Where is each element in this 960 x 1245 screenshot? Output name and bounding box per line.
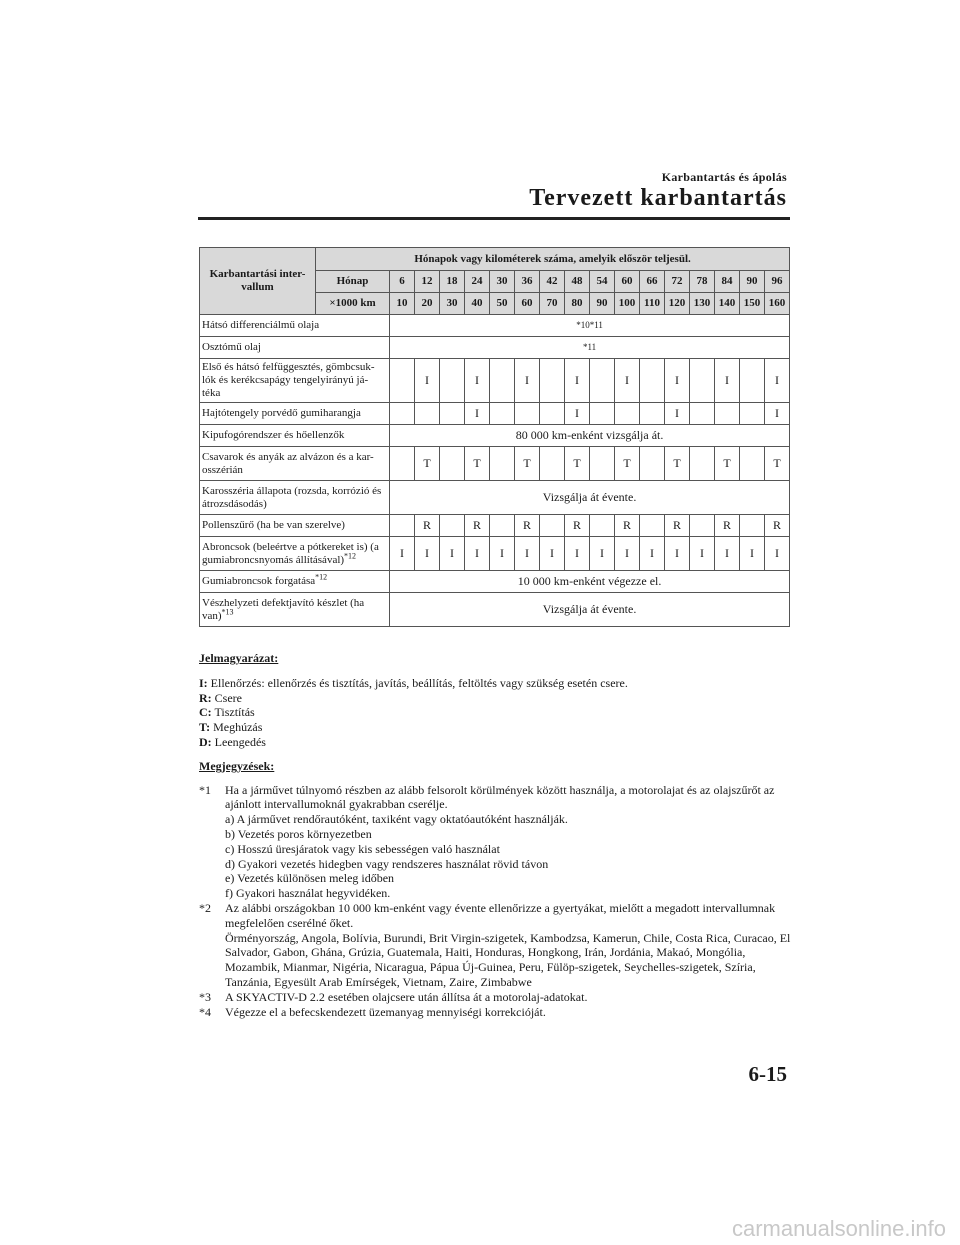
month-cell: 6 [390, 271, 415, 293]
schedule-cell: I [615, 359, 640, 403]
table-row [200, 593, 790, 627]
schedule-cell: I [590, 537, 615, 571]
month-cell: 60 [615, 271, 640, 293]
km-cell: 160 [765, 293, 790, 315]
legend-item [199, 705, 791, 720]
schedule-cell [740, 403, 765, 425]
schedule-cell: I [765, 537, 790, 571]
month-cell: 78 [690, 271, 715, 293]
month-cell: 24 [465, 271, 490, 293]
row-label [200, 515, 390, 537]
month-cell: 48 [565, 271, 590, 293]
month-cell: 66 [640, 271, 665, 293]
schedule-cell: I [440, 537, 465, 571]
schedule-cell [540, 403, 565, 425]
merged-cell: *11 [390, 337, 790, 359]
legend-key: T: [199, 720, 211, 735]
schedule-cell [740, 447, 765, 481]
month-cell: 12 [415, 271, 440, 293]
maintenance-table [199, 247, 790, 627]
schedule-cell: R [665, 515, 690, 537]
table-row [200, 425, 790, 447]
note-1-sub: e) Vezetés különösen meleg időben [225, 871, 395, 886]
row-label-text: Pollenszűrő (ha be van szerelve) [202, 519, 345, 531]
schedule-cell: T [615, 447, 640, 481]
page-title: Tervezett karbantartás [529, 185, 787, 211]
note-1-sub: a) A járművet rendőrautóként, taxiként vagy oktatóautóként használják. [225, 812, 568, 827]
legend-text: Ellenőrzés: ellenőrzés és tisztítás, javítás, beállítás, feltöltés vagy szükség esetén csere. [210, 675, 628, 690]
schedule-cell [390, 403, 415, 425]
schedule-cell: I [490, 537, 515, 571]
note-3 [199, 990, 791, 1005]
row-label-text: Vészhelyzeti defektjavító készlet (ha van) [202, 596, 365, 622]
row-label-text: Kipufogórendszer és hőellenzők [202, 429, 345, 441]
row-label-text: Gumiabroncsok forgatása [202, 575, 316, 587]
schedule-cell: R [565, 515, 590, 537]
legend-key: R: [199, 690, 212, 705]
schedule-cell [440, 359, 465, 403]
note-1-sub: c) Hosszú üresjáratok vagy kis sebességen való használat [225, 841, 500, 856]
note-4-num: *4 [199, 1004, 211, 1019]
km-cell: 100 [615, 293, 640, 315]
row-label-text: Karosszéria állapota (rozsda, korrózió és átrozsdásodás) [202, 484, 382, 510]
schedule-cell [690, 447, 715, 481]
km-cell: 90 [590, 293, 615, 315]
schedule-cell: T [665, 447, 690, 481]
row-label [200, 315, 390, 337]
row-label-text: Első és hátsó felfüggesztés, gömbcsuk- lók és kerékcsapágy tengelyirányú já- téka [202, 361, 375, 399]
row-label [200, 571, 390, 593]
km-cell: 120 [665, 293, 690, 315]
schedule-cell: R [615, 515, 640, 537]
table-row [200, 403, 790, 425]
schedule-cell [590, 359, 615, 403]
months-label: Hónap [316, 271, 390, 293]
legend-key: I: [199, 675, 208, 690]
schedule-cell [740, 359, 765, 403]
schedule-cell [490, 515, 515, 537]
schedule-cell: I [565, 537, 590, 571]
schedule-cell [490, 447, 515, 481]
schedule-cell: I [515, 537, 540, 571]
km-cell: 70 [540, 293, 565, 315]
schedule-cell [690, 359, 715, 403]
note-1-sub: d) Gyakori vezetés hidegben vagy rendszeres használat rövid távon [225, 856, 549, 871]
schedule-cell [640, 403, 665, 425]
table-row [200, 571, 790, 593]
km-cell: 140 [715, 293, 740, 315]
schedule-cell: R [765, 515, 790, 537]
row-label [200, 425, 390, 447]
row-label [200, 447, 390, 481]
note-1-sub: f) Gyakori használat hegyvidéken. [225, 886, 391, 901]
legend-section [199, 651, 791, 1019]
table-row [200, 337, 790, 359]
legend-text: Tisztítás [214, 705, 255, 720]
section-title: Karbantartás és ápolás [661, 170, 787, 184]
schedule-cell [390, 515, 415, 537]
schedule-cell [640, 515, 665, 537]
schedule-cell: I [415, 537, 440, 571]
merged-cell: Vizsgálja át évente. [390, 481, 790, 515]
km-cell: 80 [565, 293, 590, 315]
header-rule [198, 217, 790, 220]
legend-item [199, 676, 791, 691]
schedule-cell: I [715, 537, 740, 571]
schedule-cell [415, 403, 440, 425]
month-cell: 36 [515, 271, 540, 293]
group-header: Hónapok vagy kilométerek száma, amelyik először teljesül. [316, 248, 790, 271]
note-2-text: Az alábbi országokban 10 000 km-enként vagy évente ellenőrizze a gyertyákat, mielőtt a megadott intervallumnak megfelelően cserélné őket. [225, 900, 776, 930]
note-1-text: Ha a járművet túlnyomó részben az alább felsorolt körülmények között használja, a motorolajat és az olajszűrőt az ajánlott intervallumoknál gyakrabban cserélje. [225, 782, 775, 812]
schedule-cell: R [515, 515, 540, 537]
note-1 [199, 783, 791, 901]
watermark: carmanualsonline.info [731, 1216, 946, 1241]
merged-cell: *10*11 [390, 315, 790, 337]
note-1-num: *1 [199, 782, 211, 797]
schedule-cell: R [415, 515, 440, 537]
page-number: 6-15 [748, 1062, 787, 1086]
km-cell: 10 [390, 293, 415, 315]
schedule-cell: T [765, 447, 790, 481]
schedule-cell [390, 447, 415, 481]
merged-cell: 80 000 km-enként vizsgálja át. [390, 425, 790, 447]
schedule-cell: I [665, 537, 690, 571]
legend-text: Csere [214, 690, 242, 705]
row-label [200, 359, 390, 403]
month-cell: 90 [740, 271, 765, 293]
schedule-cell: I [565, 403, 590, 425]
schedule-cell [590, 447, 615, 481]
schedule-cell [615, 403, 640, 425]
schedule-cell: I [515, 359, 540, 403]
schedule-cell: I [765, 359, 790, 403]
row-label-text: Hajtótengely porvédő gumiharangja [202, 407, 361, 419]
schedule-cell [515, 403, 540, 425]
schedule-cell: I [615, 537, 640, 571]
legend-key: D: [199, 734, 212, 749]
row-label [200, 403, 390, 425]
month-cell: 54 [590, 271, 615, 293]
note-3-num: *3 [199, 989, 211, 1004]
km-cell: 40 [465, 293, 490, 315]
km-cell: 50 [490, 293, 515, 315]
schedule-cell: I [640, 537, 665, 571]
note-4-text: Végezze el a befecskendezett üzemanyag mennyiségi korrekcióját. [225, 1004, 546, 1019]
row-label-text: Osztómű olaj [202, 341, 261, 353]
legend-item [199, 735, 791, 750]
row-note-ref: *13 [221, 606, 234, 616]
table-row [200, 537, 790, 571]
note-4 [199, 1005, 791, 1020]
schedule-cell [490, 359, 515, 403]
schedule-cell [540, 359, 565, 403]
legend-text: Leengedés [214, 734, 266, 749]
table-row [200, 481, 790, 515]
schedule-cell: I [415, 359, 440, 403]
month-cell: 18 [440, 271, 465, 293]
km-cell: 130 [690, 293, 715, 315]
note-3-text: A SKYACTIV-D 2.2 esetében olajcsere után állítsa át a motorolaj-adatokat. [225, 989, 588, 1004]
month-cell: 72 [665, 271, 690, 293]
schedule-cell: I [715, 359, 740, 403]
row-label-text: Csavarok és anyák az alvázon és a kar- osszérián [202, 450, 374, 476]
month-cell: 84 [715, 271, 740, 293]
schedule-cell [390, 359, 415, 403]
schedule-cell: R [715, 515, 740, 537]
schedule-cell: T [715, 447, 740, 481]
note-2-countries: Örményország, Angola, Bolívia, Burundi, Brit Virgin-szigetek, Kambodzsa, Kamerun, Chile, Costa Rica, Curacao, El Salvador, Gabon, Ghána, Grúzia, Guatemala, Haiti, Honduras, Hongkong, Irán, Jordánia, Makaó, Mongólia, Mozambik, Mianmar, Nigéria, Nicaragua, Pápua Új-Guinea, Peru, Fülöp-szigetek, Seychelles-szigetek, Szíria, Tanzánia, Egyesült Arab Emírségek, Vietnam, Zaire, Zimbabwe [225, 930, 791, 989]
row-label [200, 537, 390, 571]
schedule-cell: I [690, 537, 715, 571]
table-row [200, 315, 790, 337]
schedule-cell [540, 447, 565, 481]
schedule-cell: I [740, 537, 765, 571]
schedule-cell [590, 403, 615, 425]
schedule-cell [440, 515, 465, 537]
notes-title: Megjegyzések: [199, 758, 275, 773]
schedule-cell [690, 403, 715, 425]
km-cell: 30 [440, 293, 465, 315]
row-label-text: Abroncsok (beleértve a pótkereket is) (a gumiabroncsnyomás állításával) [202, 540, 379, 566]
schedule-cell [490, 403, 515, 425]
schedule-cell: I [565, 359, 590, 403]
km-cell: 150 [740, 293, 765, 315]
schedule-cell: T [415, 447, 440, 481]
schedule-cell: I [465, 403, 490, 425]
legend-key: C: [199, 705, 212, 720]
schedule-cell [640, 447, 665, 481]
km-cell: 20 [415, 293, 440, 315]
km-label: ×1000 km [316, 293, 390, 315]
schedule-cell: I [465, 359, 490, 403]
table-row [200, 515, 790, 537]
schedule-cell [690, 515, 715, 537]
schedule-cell: I [765, 403, 790, 425]
table-row [200, 359, 790, 403]
schedule-cell: R [465, 515, 490, 537]
km-cell: 110 [640, 293, 665, 315]
row-note-ref: *12 [344, 550, 357, 560]
merged-cell: 10 000 km-enként végezze el. [390, 571, 790, 593]
row-label [200, 337, 390, 359]
row-label-text: Hátsó differenciálmű olaja [202, 319, 320, 331]
schedule-cell: I [465, 537, 490, 571]
note-2 [199, 901, 791, 990]
km-cell: 60 [515, 293, 540, 315]
schedule-cell [590, 515, 615, 537]
schedule-cell [440, 403, 465, 425]
month-cell: 30 [490, 271, 515, 293]
schedule-cell: I [665, 403, 690, 425]
legend-item [199, 720, 791, 735]
schedule-cell [640, 359, 665, 403]
schedule-cell: T [515, 447, 540, 481]
row-label [200, 593, 390, 627]
schedule-cell: T [465, 447, 490, 481]
legend-item [199, 691, 791, 706]
schedule-cell [540, 515, 565, 537]
month-cell: 42 [540, 271, 565, 293]
schedule-cell [715, 403, 740, 425]
month-cell: 96 [765, 271, 790, 293]
note-1-sub: b) Vezetés poros környezetben [225, 826, 372, 841]
legend-text: Meghúzás [213, 720, 263, 735]
schedule-cell [440, 447, 465, 481]
note-2-num: *2 [199, 900, 211, 915]
merged-cell: Vizsgálja át évente. [390, 593, 790, 627]
schedule-cell: I [665, 359, 690, 403]
schedule-cell: I [390, 537, 415, 571]
schedule-cell [740, 515, 765, 537]
legend-title: Jelmagyarázat: [199, 651, 279, 665]
table-row [200, 447, 790, 481]
interval-header: Karbantartási inter- vallum [200, 248, 316, 315]
schedule-cell: T [565, 447, 590, 481]
row-note-ref: *12 [315, 572, 328, 582]
row-label [200, 481, 390, 515]
schedule-cell: I [540, 537, 565, 571]
